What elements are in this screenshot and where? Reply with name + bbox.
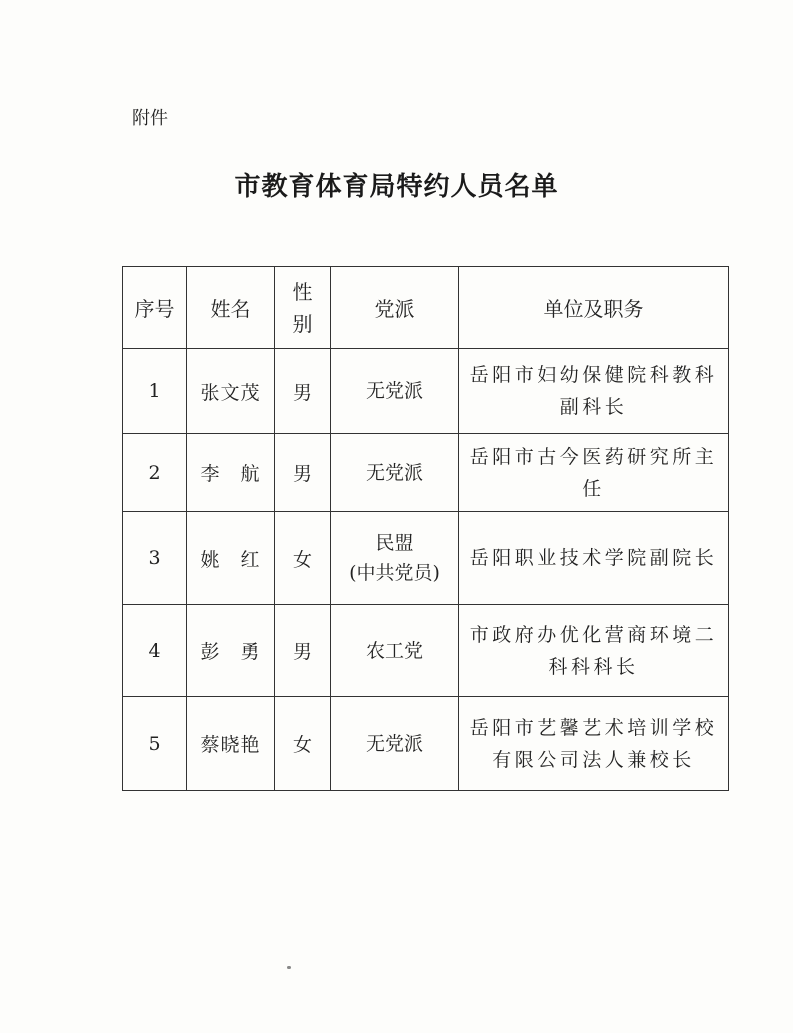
row-unit: 岳阳市艺馨艺术培训学校有限公司法人兼校长: [459, 697, 729, 791]
header-party: 党派: [331, 267, 459, 349]
row-unit: 岳阳市古今医药研究所主任: [459, 434, 729, 512]
row-party-line1: 无党派: [365, 732, 423, 755]
row-name: 彭 勇: [187, 605, 275, 697]
row-party: [331, 349, 459, 434]
row-party-line1: 民盟: [375, 532, 414, 554]
row-party-line1: 无党派: [365, 461, 423, 484]
header-gender-line1: 性: [292, 279, 313, 304]
row-party: [331, 697, 459, 791]
row-party-line1: 农工党: [365, 639, 423, 662]
row-unit: 市政府办优化营商环境二科科科长: [459, 605, 729, 697]
row-name: 蔡晓艳: [187, 697, 275, 791]
row-index: 4: [123, 605, 187, 697]
header-name: 姓名: [187, 267, 275, 349]
row-name: 姚 红: [187, 512, 275, 605]
row-index: 5: [123, 697, 187, 791]
row-name: 张文茂: [187, 349, 275, 434]
row-name: 李 航: [187, 434, 275, 512]
row-gender: 男: [275, 605, 331, 697]
row-unit: 岳阳市妇幼保健院科教科副科长: [459, 349, 729, 434]
header-index: 序号: [123, 267, 187, 349]
header-gender-line2: 别: [292, 311, 313, 336]
row-party-line2: (中共党员): [349, 562, 440, 584]
row-party-line1: 无党派: [365, 380, 423, 402]
row-gender: 女: [275, 512, 331, 605]
row-index: 3: [123, 512, 187, 605]
row-index: 2: [123, 434, 187, 512]
document-title: 市教育体育局特约人员名单: [234, 172, 559, 202]
table-row: [123, 349, 729, 434]
row-gender: 男: [275, 349, 331, 434]
header-unit: 单位及职务: [459, 267, 729, 349]
row-unit: 岳阳职业技术学院副院长: [459, 512, 729, 605]
table-row: [123, 697, 729, 791]
row-party: [331, 434, 459, 512]
row-index: 1: [123, 349, 187, 434]
row-party: [331, 605, 459, 697]
table-row: [123, 434, 729, 512]
table-row: [123, 512, 729, 605]
scan-speck: [287, 966, 291, 969]
row-gender: 女: [275, 697, 331, 791]
personnel-table: [122, 266, 729, 791]
attachment-label: 附件: [132, 108, 168, 129]
table-header-row: [123, 267, 729, 349]
row-party: [331, 512, 459, 605]
header-gender: [275, 267, 331, 349]
row-gender: 男: [275, 434, 331, 512]
table-row: [123, 605, 729, 697]
